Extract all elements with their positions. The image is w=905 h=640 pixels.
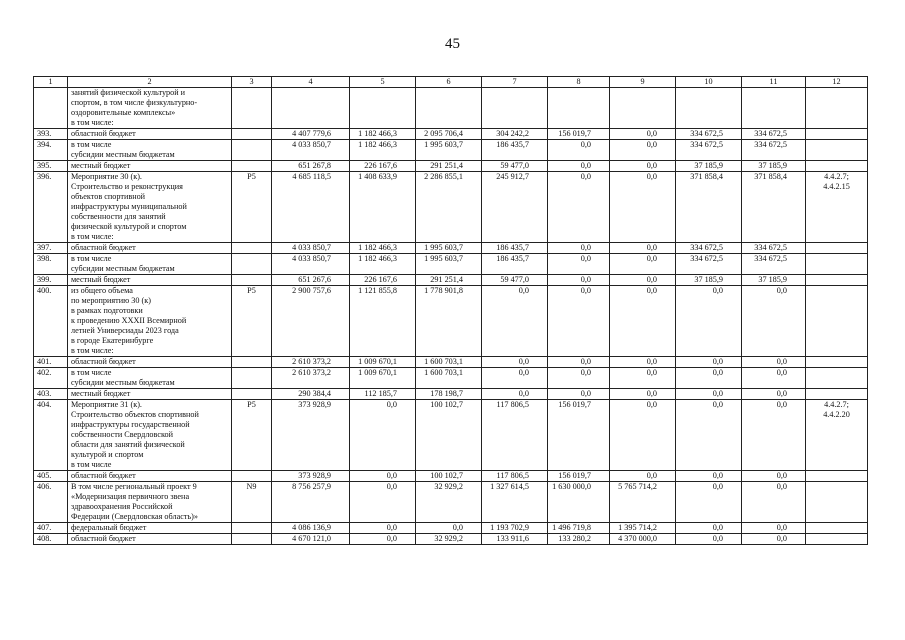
col9-value: 0,0 [610,254,676,275]
row-name: местный бюджет [68,161,232,172]
col6-value: 32 929,2 [416,482,482,523]
table-row [34,88,868,129]
col7-value: 117 806,5 [482,400,548,471]
col7-value: 186 435,7 [482,254,548,275]
table-header-row [34,77,868,88]
col8-value: 156 019,7 [548,129,610,140]
col8-value: 0,0 [548,389,610,400]
col9-value: 0,0 [610,368,676,389]
column-header: 7 [482,77,548,88]
col10-value: 0,0 [676,523,742,534]
row-name: областной бюджет [68,357,232,368]
row-name: в том числе субсидии местным бюджетам [68,368,232,389]
col5-value: 0,0 [350,482,416,523]
col4-value: 4 033 850,7 [272,243,350,254]
col12-target [806,243,868,254]
col8-value: 0,0 [548,368,610,389]
table-row [34,275,868,286]
col4-value: 8 756 257,9 [272,482,350,523]
col9-value: 0,0 [610,161,676,172]
col5-value: 1 009 670,1 [350,357,416,368]
col8-value: 1 496 719,8 [548,523,610,534]
table-row [34,140,868,161]
col12-target: 4.4.2.7; 4.4.2.15 [806,172,868,243]
col8-value: 133 280,2 [548,534,610,545]
col11-value: 334 672,5 [742,140,806,161]
column-header: 9 [610,77,676,88]
col9-value: 0,0 [610,243,676,254]
col10-value: 334 672,5 [676,254,742,275]
col5-value: 1 009 670,1 [350,368,416,389]
col11-value: 0,0 [742,534,806,545]
row-code: Р5 [232,400,272,471]
col6-value: 0,0 [416,523,482,534]
row-name: федеральный бюджет [68,523,232,534]
col12-target: 4.4.2.7; 4.4.2.20 [806,400,868,471]
col9-value: 1 395 714,2 [610,523,676,534]
col7-value: 304 242,2 [482,129,548,140]
row-number: 394. [34,140,68,161]
col8-value: 1 630 000,0 [548,482,610,523]
col9-value: 0,0 [610,389,676,400]
col4-value: 4 033 850,7 [272,140,350,161]
col10-value: 0,0 [676,357,742,368]
col12-target [806,534,868,545]
table-row [34,172,868,243]
col11-value: 0,0 [742,471,806,482]
row-name: в том числе субсидии местным бюджетам [68,140,232,161]
table-row [34,368,868,389]
col6-value: 100 102,7 [416,400,482,471]
col8-value: 156 019,7 [548,400,610,471]
page-number: 45 [445,36,460,52]
col6-value: 1 778 901,8 [416,286,482,357]
column-header: 11 [742,77,806,88]
col12-target [806,161,868,172]
col9-value: 0,0 [610,357,676,368]
row-number: 404. [34,400,68,471]
col11-value: 0,0 [742,368,806,389]
col4-value: 651 267,8 [272,161,350,172]
row-code [232,243,272,254]
col6-value: 1 995 603,7 [416,243,482,254]
col12-target [806,286,868,357]
col9-value: 5 765 714,2 [610,482,676,523]
row-name: в том числе субсидии местным бюджетам [68,254,232,275]
col11-value: 0,0 [742,400,806,471]
row-number [34,88,68,129]
col12-target [806,88,868,129]
table-row [34,389,868,400]
row-code [232,389,272,400]
row-code [232,254,272,275]
col6-value: 2 095 706,4 [416,129,482,140]
col11-value: 37 185,9 [742,275,806,286]
col7-value: 1 327 614,5 [482,482,548,523]
col9-value: 0,0 [610,400,676,471]
col6-value: 291 251,4 [416,275,482,286]
row-name: Мероприятие 30 (к). Строительство и реконструкция объектов спортивной инфраструктуры муниципальной собственности для занятий физической культурой и спортом в том числе: [68,172,232,243]
col5-value: 0,0 [350,534,416,545]
column-header: 1 [34,77,68,88]
row-code [232,368,272,389]
column-header: 3 [232,77,272,88]
column-header: 4 [272,77,350,88]
row-number: 407. [34,523,68,534]
col10-value: 37 185,9 [676,275,742,286]
row-number: 396. [34,172,68,243]
col5-value [350,88,416,129]
row-code: N9 [232,482,272,523]
col6-value [416,88,482,129]
col8-value: 0,0 [548,140,610,161]
row-name: областной бюджет [68,129,232,140]
col10-value: 0,0 [676,286,742,357]
col9-value [610,88,676,129]
column-header: 5 [350,77,416,88]
col6-value: 1 600 703,1 [416,368,482,389]
col9-value: 0,0 [610,172,676,243]
col6-value: 2 286 855,1 [416,172,482,243]
col7-value: 0,0 [482,357,548,368]
col12-target [806,254,868,275]
col12-target [806,357,868,368]
row-code [232,534,272,545]
row-name: В том числе региональный проект 9 «Модернизация первичного звена здравоохранения Российской Федерации (Свердловская область)» [68,482,232,523]
col11-value [742,88,806,129]
row-number: 399. [34,275,68,286]
row-number: 403. [34,389,68,400]
col7-value: 0,0 [482,368,548,389]
col7-value: 117 806,5 [482,471,548,482]
row-name: занятий физической культурой и спортом, в том числе физкультурно- оздоровительные комплексы» в том числе: [68,88,232,129]
col12-target [806,129,868,140]
col5-value: 0,0 [350,523,416,534]
budget-table [33,76,868,545]
row-name: областной бюджет [68,534,232,545]
col9-value: 0,0 [610,286,676,357]
col12-target [806,275,868,286]
col11-value: 334 672,5 [742,254,806,275]
col9-value: 0,0 [610,140,676,161]
col5-value: 1 182 466,3 [350,243,416,254]
col4-value: 290 384,4 [272,389,350,400]
col6-value: 178 198,7 [416,389,482,400]
col10-value: 0,0 [676,482,742,523]
col10-value: 37 185,9 [676,161,742,172]
table-row [34,482,868,523]
col5-value: 0,0 [350,471,416,482]
col4-value: 4 086 136,9 [272,523,350,534]
col10-value: 0,0 [676,400,742,471]
col4-value: 4 685 118,5 [272,172,350,243]
col7-value: 133 911,6 [482,534,548,545]
col4-value: 4 407 779,6 [272,129,350,140]
col12-target [806,140,868,161]
row-number: 405. [34,471,68,482]
col4-value: 4 670 121,0 [272,534,350,545]
row-code [232,161,272,172]
table-row [34,286,868,357]
table-row [34,471,868,482]
column-header: 10 [676,77,742,88]
col7-value: 0,0 [482,389,548,400]
col6-value: 1 995 603,7 [416,140,482,161]
table-row [34,523,868,534]
col4-value [272,88,350,129]
row-number: 398. [34,254,68,275]
row-number: 397. [34,243,68,254]
col5-value: 226 167,6 [350,275,416,286]
col7-value: 186 435,7 [482,243,548,254]
row-name: местный бюджет [68,275,232,286]
row-code [232,88,272,129]
col8-value: 0,0 [548,357,610,368]
row-name: областной бюджет [68,243,232,254]
col8-value: 0,0 [548,172,610,243]
col11-value: 0,0 [742,286,806,357]
row-code [232,140,272,161]
col4-value: 2 900 757,6 [272,286,350,357]
table-row [34,357,868,368]
row-number: 395. [34,161,68,172]
row-code: Р5 [232,286,272,357]
col10-value: 371 858,4 [676,172,742,243]
column-header: 12 [806,77,868,88]
col7-value: 245 912,7 [482,172,548,243]
row-code [232,523,272,534]
col5-value: 1 121 855,8 [350,286,416,357]
column-header: 2 [68,77,232,88]
col11-value: 371 858,4 [742,172,806,243]
col5-value: 1 182 466,3 [350,254,416,275]
col11-value: 0,0 [742,523,806,534]
col7-value: 59 477,0 [482,161,548,172]
col7-value: 1 193 702,9 [482,523,548,534]
col11-value: 37 185,9 [742,161,806,172]
col9-value: 0,0 [610,275,676,286]
col6-value: 291 251,4 [416,161,482,172]
table-row [34,129,868,140]
row-code [232,471,272,482]
row-name: из общего объема по мероприятию 30 (к) в рамках подготовки к проведению XXXII Всемирной летней Универсиады 2023 года в городе Екатеринбурге в том числе: [68,286,232,357]
row-number: 401. [34,357,68,368]
table-row [34,161,868,172]
col8-value [548,88,610,129]
col12-target [806,471,868,482]
col10-value: 0,0 [676,471,742,482]
col10-value: 334 672,5 [676,140,742,161]
table-row [34,254,868,275]
col11-value: 0,0 [742,357,806,368]
col5-value: 1 182 466,3 [350,129,416,140]
col12-target [806,389,868,400]
col10-value: 0,0 [676,368,742,389]
col5-value: 1 408 633,9 [350,172,416,243]
col5-value: 226 167,6 [350,161,416,172]
table-row [34,534,868,545]
col8-value: 0,0 [548,161,610,172]
col12-target [806,368,868,389]
col4-value: 651 267,6 [272,275,350,286]
col11-value: 0,0 [742,389,806,400]
row-code [232,275,272,286]
col4-value: 2 610 373,2 [272,357,350,368]
table-row [34,243,868,254]
column-header: 6 [416,77,482,88]
col6-value: 1 600 703,1 [416,357,482,368]
col4-value: 2 610 373,2 [272,368,350,389]
col10-value: 334 672,5 [676,243,742,254]
row-name: Мероприятие 31 (к). Строительство объектов спортивной инфраструктуры государственной собственности Свердловской области для занятий физической культурой и спортом в том числе [68,400,232,471]
row-code: Р5 [232,172,272,243]
col11-value: 0,0 [742,482,806,523]
col7-value: 59 477,0 [482,275,548,286]
col12-target [806,523,868,534]
col8-value: 0,0 [548,275,610,286]
col7-value: 186 435,7 [482,140,548,161]
col4-value: 373 928,9 [272,471,350,482]
col10-value: 0,0 [676,389,742,400]
col4-value: 4 033 850,7 [272,254,350,275]
col9-value: 0,0 [610,129,676,140]
col8-value: 156 019,7 [548,471,610,482]
row-number: 406. [34,482,68,523]
col10-value [676,88,742,129]
col7-value [482,88,548,129]
row-number: 408. [34,534,68,545]
col4-value: 373 928,9 [272,400,350,471]
col9-value: 4 370 000,0 [610,534,676,545]
col10-value: 334 672,5 [676,129,742,140]
col5-value: 0,0 [350,400,416,471]
col8-value: 0,0 [548,286,610,357]
row-number: 402. [34,368,68,389]
col12-target [806,482,868,523]
table-row [34,400,868,471]
row-number: 400. [34,286,68,357]
row-code [232,129,272,140]
row-name: местный бюджет [68,389,232,400]
col6-value: 1 995 603,7 [416,254,482,275]
col10-value: 0,0 [676,534,742,545]
col6-value: 100 102,7 [416,471,482,482]
col9-value: 0,0 [610,471,676,482]
col11-value: 334 672,5 [742,129,806,140]
column-header: 8 [548,77,610,88]
row-code [232,357,272,368]
col8-value: 0,0 [548,254,610,275]
col8-value: 0,0 [548,243,610,254]
col6-value: 32 929,2 [416,534,482,545]
col7-value: 0,0 [482,286,548,357]
col5-value: 112 185,7 [350,389,416,400]
col11-value: 334 672,5 [742,243,806,254]
col5-value: 1 182 466,3 [350,140,416,161]
row-name: областной бюджет [68,471,232,482]
row-number: 393. [34,129,68,140]
